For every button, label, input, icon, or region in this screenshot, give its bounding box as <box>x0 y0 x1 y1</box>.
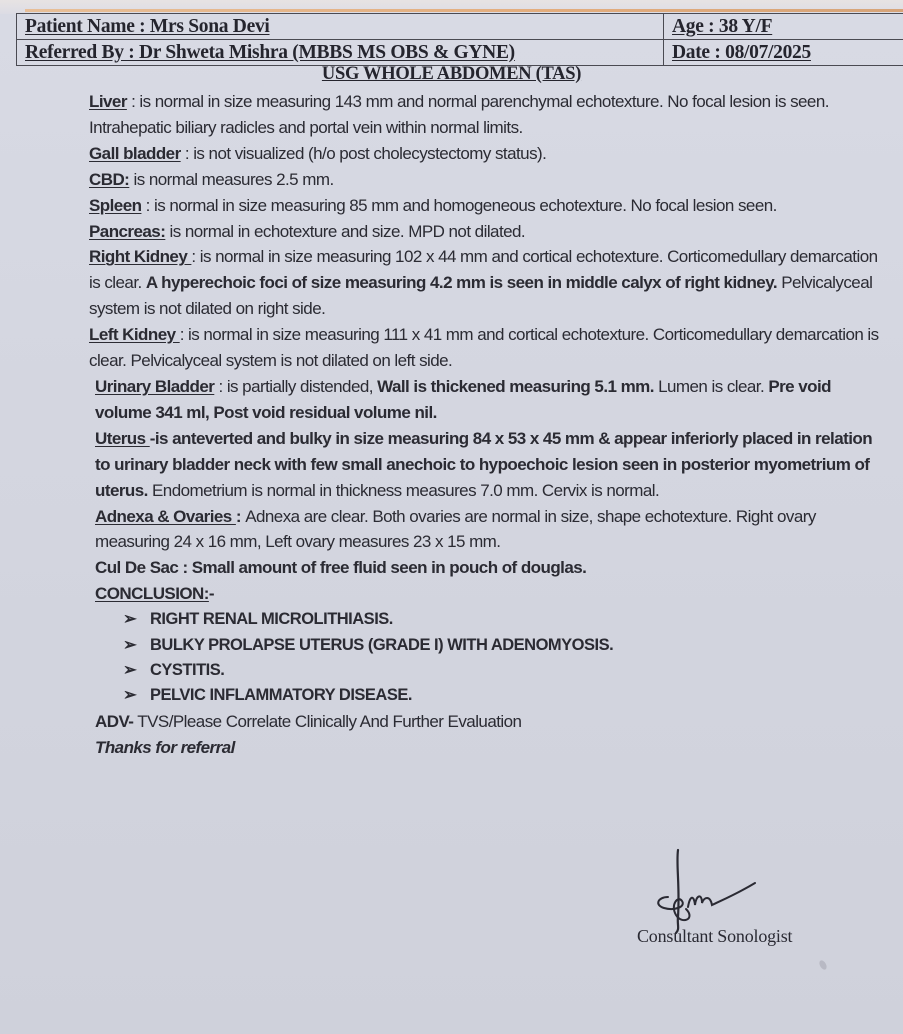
label-separator: : <box>191 247 200 267</box>
advice <box>89 709 889 735</box>
finding-text: Pelvicalyceal system is not dilated on right side. <box>89 273 873 319</box>
finding-text: is normal measures 2.5 mm. <box>133 169 334 189</box>
finding-label: Left Kidney <box>89 325 180 345</box>
advice-text: TVS/Please Correlate Clinically And Further Evaluation <box>133 711 522 731</box>
finding-gall-bladder <box>89 141 889 167</box>
arrow-bullet-icon: ➢ <box>123 686 137 705</box>
finding-label: CBD: <box>89 169 130 189</box>
advice-label: ADV- <box>95 711 134 731</box>
label-separator: : <box>214 376 227 396</box>
finding-label: Spleen <box>89 195 142 215</box>
signature-caption: Consultant Sonologist <box>637 926 793 946</box>
conclusion-item <box>123 633 889 658</box>
report-date: Date : 08/07/2025 <box>664 40 903 66</box>
label-separator: : <box>180 143 194 163</box>
finding-text: Lumen is clear. <box>653 376 769 396</box>
finding-label: Gall bladder <box>89 143 181 163</box>
referral-info-row <box>17 40 903 66</box>
conclusion-heading <box>89 581 889 607</box>
finding-pancreas <box>89 219 889 245</box>
conclusion-label: CONCLUSION: <box>95 584 209 604</box>
finding-label: Uterus <box>95 428 150 448</box>
patient-info-table <box>16 13 903 66</box>
finding-text: Endometrium is normal in thickness measures 7.0 mm. Cervix is normal. <box>147 480 660 500</box>
report-body <box>89 89 889 761</box>
finding-highlight: A hyperechoic foci of size measuring 4.2 mm is seen in middle calyx of right kidney. <box>145 273 778 293</box>
report-title: USG WHOLE ABDOMEN (TAS) <box>321 64 582 84</box>
finding-cul-de-sac: Cul De Sac : Small amount of free fluid seen in pouch of douglas. <box>95 558 587 578</box>
label-separator: : <box>141 195 154 215</box>
finding-text: is normal in size measuring 102 x 44 mm and cortical echotexture. Corticomedullary demarcation is clear. <box>89 247 878 293</box>
conclusion-list <box>89 607 889 709</box>
finding-adnexa-ovaries <box>89 504 889 556</box>
conclusion-item <box>123 658 889 683</box>
patient-age: Age : 38 Y/F <box>664 14 903 40</box>
finding-highlight: Wall is thickened measuring 5.1 mm. <box>377 376 654 396</box>
referred-by: Referred By : Dr Shweta Mishra (MBBS MS OBS & GYNE) <box>17 40 664 66</box>
finding-label: Liver <box>89 92 127 111</box>
thanks-note: Thanks for referral <box>95 737 235 757</box>
finding-right-kidney <box>89 244 889 322</box>
finding-highlight: Pre void volume 341 ml, Post void residual volume nil. <box>95 376 832 422</box>
conclusion-text: RIGHT RENAL MICROLITHIASIS. <box>150 610 393 629</box>
conclusion-text: BULKY PROLAPSE UTERUS (GRADE I) WITH ADENOMYOSIS. <box>150 635 614 654</box>
conclusion-item <box>123 607 889 632</box>
label-separator: : <box>179 325 189 345</box>
finding-highlight: -is anteverted and bulky in size measuring 84 x 53 x 45 mm & appear inferiorly placed in relation to urinary bladder neck with few small anechoic to hypoechoic lesion seen in posterior myometrium of uterus. <box>95 428 873 500</box>
conclusion-item <box>123 683 889 708</box>
label-separator: : <box>235 506 246 526</box>
conclusion-text: CYSTITIS. <box>150 660 225 679</box>
finding-text: Adnexa are clear. Both ovaries are normal in size, shape echotexture. Right ovary measuring 24 x 16 mm, Left ovary measures 23 x 15 mm. <box>95 506 816 552</box>
ink-smudge <box>818 959 828 971</box>
finding-text: is not visualized (h/o post cholecystectomy status). <box>193 143 547 163</box>
conclusion-text: PELVIC INFLAMMATORY DISEASE. <box>150 686 412 705</box>
finding-label: Urinary Bladder <box>95 376 215 396</box>
finding-text: is normal in size measuring 111 x 41 mm and cortical echotexture. Corticomedullary demarcation is clear. Pelvicalyceal system is not dilated on left side. <box>89 325 879 371</box>
label-separator: : <box>126 92 140 111</box>
finding-uterus <box>89 426 889 504</box>
finding-liver <box>89 89 889 141</box>
finding-spleen <box>89 193 889 219</box>
arrow-bullet-icon: ➢ <box>123 660 137 679</box>
finding-text: is normal in size measuring 143 mm and normal parenchymal echotexture. No focal lesion is seen. Intrahepatic biliary radicles and portal vein within normal limits. <box>89 92 829 137</box>
finding-urinary-bladder <box>89 374 889 426</box>
patient-info-row <box>17 14 903 40</box>
header-accent-line <box>25 9 903 12</box>
finding-text: is partially distended, <box>226 376 378 396</box>
finding-cbd <box>89 167 889 193</box>
arrow-bullet-icon: ➢ <box>123 610 137 629</box>
finding-label: Right Kidney <box>89 247 192 267</box>
finding-text: is normal in size measuring 85 mm and homogeneous echotexture. No focal lesion seen. <box>153 195 777 215</box>
finding-text: is normal in echotexture and size. MPD not dilated. <box>169 221 526 241</box>
finding-left-kidney <box>89 322 889 374</box>
signature-image <box>640 845 770 935</box>
finding-label: Adnexa & Ovaries <box>95 506 236 526</box>
conclusion-suffix: - <box>208 584 215 604</box>
arrow-bullet-icon: ➢ <box>123 635 137 654</box>
patient-name: Patient Name : Mrs Sona Devi <box>17 14 664 40</box>
finding-label: Pancreas: <box>89 221 166 241</box>
